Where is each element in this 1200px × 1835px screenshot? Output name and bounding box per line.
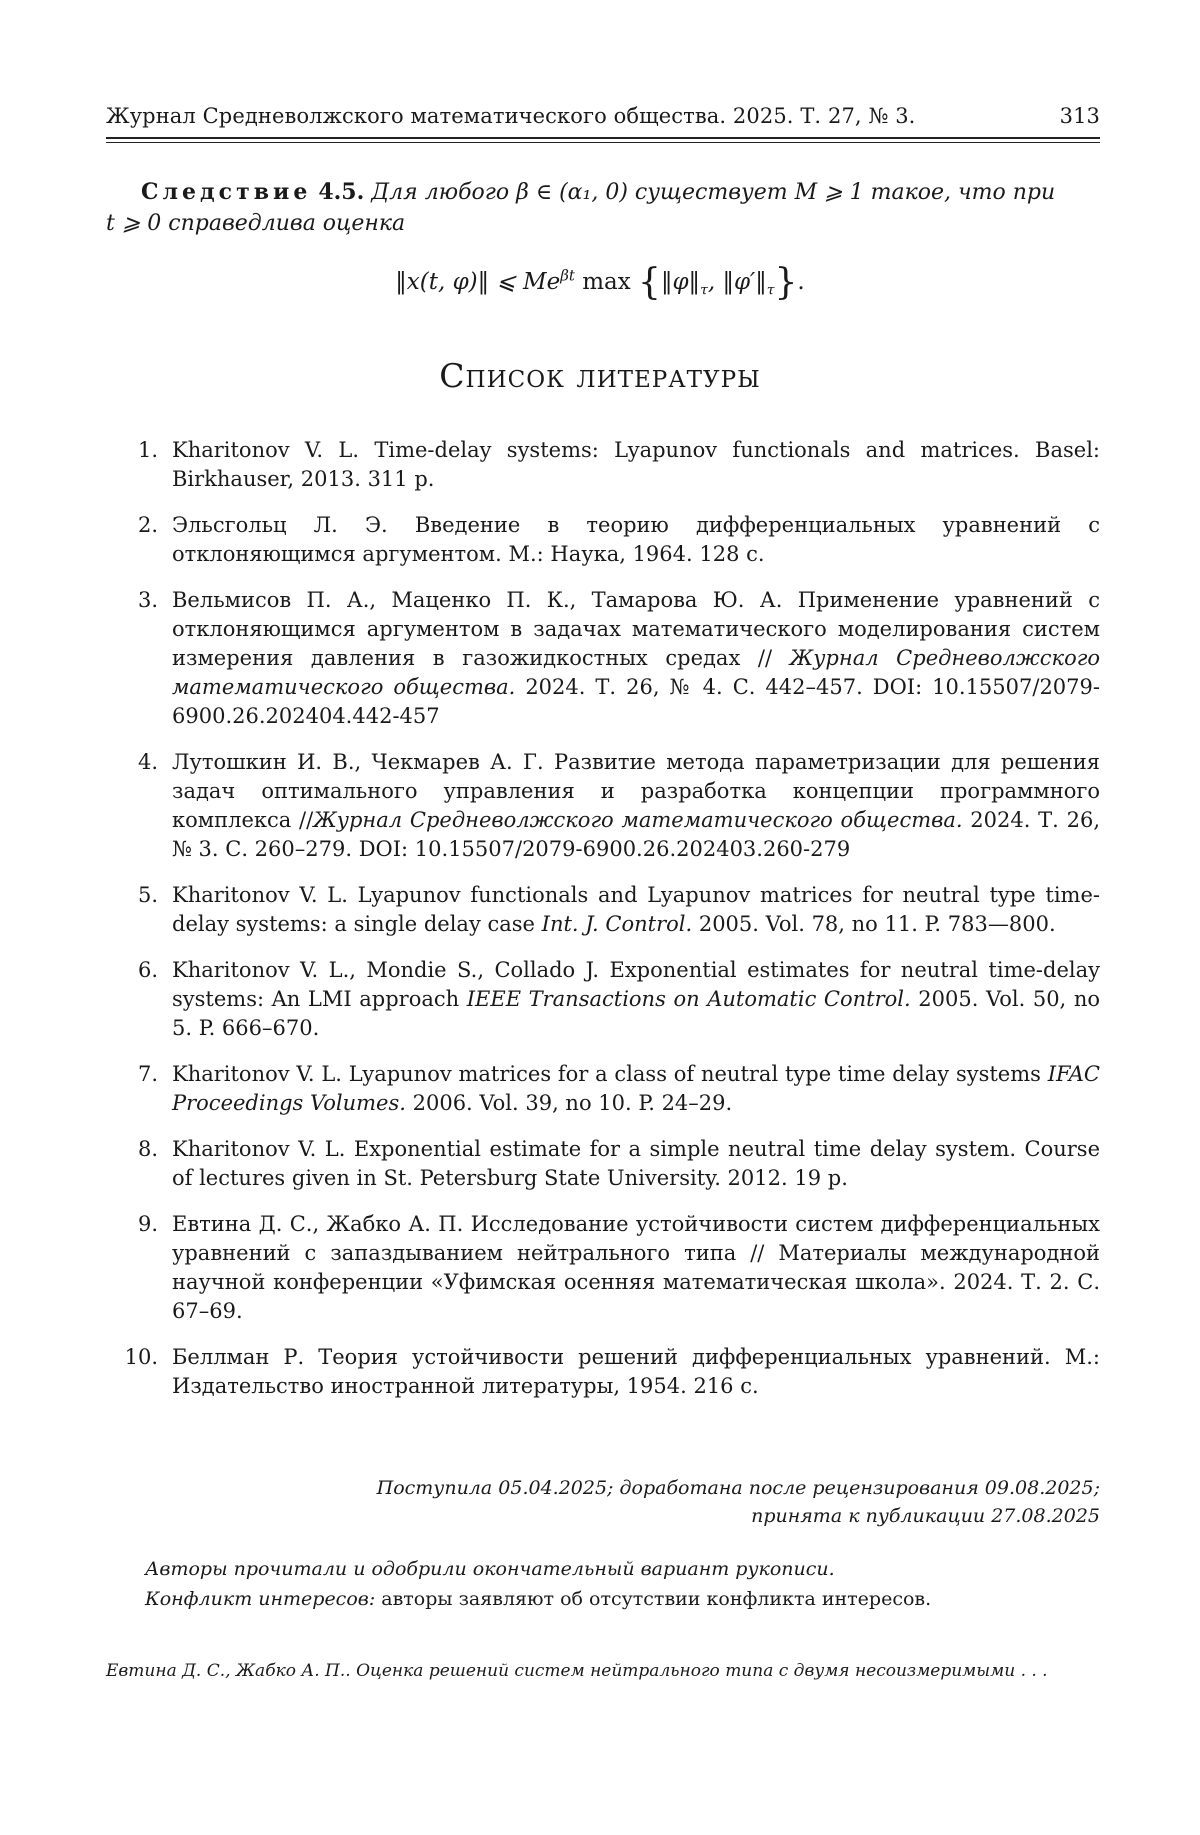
reference-text: Лутошкин И. В., Чекмарев А. Г. Развитие метода параметризации для решения задач оптимального управления и разработка концепции программного комплекса // [172,750,1100,832]
reference-number: 3. [137,588,158,612]
corollary-4-5 [106,177,1100,239]
reference-item [106,1060,1100,1118]
reference-item [106,511,1100,569]
formula-lhs: ‖x(t, φ)‖ ⩽ Me [395,269,561,295]
received-dates [106,1474,1100,1530]
formula-term2: ‖φ′‖ [722,269,767,295]
reference-number: 10. [124,1345,158,1369]
reference-text-tail: 2024. Т. 26, № 4. С. 442–457. DOI: 10.15507/2079-6900.26.202404.442-457 [172,675,1100,728]
formula-term1: ‖φ‖ [660,269,701,295]
corollary-text-line1: Для любого β ∈ (α₁, 0) существует M ⩾ 1 такое, что при [371,180,1056,205]
formula-end: . [797,269,805,295]
references-title: Список литературы [439,356,761,395]
running-footer: Евтина Д. С., Жабко А. П.. Оценка решений систем нейтрального типа с двумя несоизмеримыми . . . [106,1661,1048,1681]
reference-text: Вельмисов П. А., Маценко П. К., Тамарова Ю. А. Применение уравнений с отклоняющимся аргументом в задачах математического моделирования систем измерения давления в газожидкостных средах // [172,588,1100,670]
reference-item [106,1210,1100,1326]
approval-statement: Авторы прочитали и одобрили окончательный вариант рукописи. [145,1558,835,1580]
reference-journal: Журнал Средневолжского математического общества. [172,646,1100,699]
reference-text: Kharitonov V. L., Mondie S., Collado J. Exponential estimates for neutral time-delay systems: An LMI approach [172,958,1100,1011]
reference-item [106,956,1100,1043]
reference-number: 4. [137,750,158,774]
corollary-label: Следствие [141,179,312,205]
reference-text: Kharitonov V. L. Time-delay systems: Lyapunov functionals and matrices. Basel: Birkhauser, 2013. 311 p. [172,438,1100,491]
reference-item [106,436,1100,494]
reference-text: Беллман Р. Теория устойчивости решений дифференциальных уравнений. М.: Издательство иностранной литературы, 1954. 216 с. [172,1345,1100,1398]
reference-journal: IEEE Transactions on Automatic Control. [466,987,911,1011]
author-statements [145,1554,1100,1614]
reference-text-tail: 2005. Vol. 78, no 11. P. 783—800. [692,912,1056,936]
reference-item [106,586,1100,731]
formula-brace-open: { [638,262,661,303]
reference-text-tail: 2024. Т. 26, № 3. С. 260–279. DOI: 10.15507/2079-6900.26.202403.260-279 [172,808,1100,861]
received-line2: принята к публикации 27.08.2025 [751,1505,1100,1527]
formula-brace-close: } [774,262,798,303]
formula-sub2: τ [766,282,775,299]
reference-journal: Журнал Средневолжского математического общества. [313,808,963,832]
reference-text: Kharitonov V. L. Lyapunov matrices for a class of neutral type time delay systems [172,1062,1048,1086]
corollary-text-line2: t ⩾ 0 справедлива оценка [106,211,406,236]
reference-item [106,1343,1100,1401]
reference-number: 7. [137,1062,158,1086]
reference-text-tail: 2005. Vol. 50, no 5. P. 666–670. [172,987,1100,1040]
reference-number: 2. [137,513,158,537]
running-header [106,104,1100,128]
reference-text: Евтина Д. С., Жабко А. П. Исследование устойчивости систем дифференциальных уравнений с запаздыванием нейтрального типа // Материалы международной научной конференции «Уфимская осенняя математическая школа». 2024. Т. 2. С. 67–69. [172,1212,1100,1323]
formula-sep: , [707,269,723,295]
reference-text: Kharitonov V. L. Exponential estimate for a simple neutral time delay system. Course of lectures given in St. Petersburg State University. 2012. 19 p. [172,1137,1100,1190]
reference-number: 9. [137,1212,158,1236]
reference-text-tail: 2006. Vol. 39, no 10. P. 24–29. [405,1091,733,1115]
reference-text: Эльсгольц Л. Э. Введение в теорию дифференциальных уравнений с отклоняющимся аргументом. М.: Наука, 1964. 128 с. [172,513,1100,566]
formula-max: max [582,269,631,295]
formula-exponent: βt [560,266,575,285]
reference-number: 6. [137,958,158,982]
reference-number: 8. [137,1137,158,1161]
estimate-formula [0,262,1200,303]
reference-number: 5. [137,883,158,907]
page-number: 313 [1059,104,1100,128]
reference-number: 1. [137,438,158,462]
conflict-statement [145,1584,1100,1614]
reference-text: Kharitonov V. L. Lyapunov functionals and Lyapunov matrices for neutral type time-delay systems: a single delay case [172,883,1100,936]
corollary-number: 4.5. [318,179,365,205]
reference-item [106,748,1100,864]
reference-journal: IFAC Proceedings Volumes. [172,1062,1100,1115]
received-line1: Поступила 05.04.2025; доработана после рецензирования 09.08.2025; [376,1477,1100,1499]
references-list [106,436,1100,1418]
reference-journal: Int. J. Control. [541,912,693,936]
header-rule-thick [106,137,1100,139]
reference-item [106,1135,1100,1193]
header-rule-thin [106,142,1100,143]
conflict-label: Конфликт интересов: [145,1588,376,1610]
conflict-text: авторы заявляют об отсутствии конфликта интересов. [375,1588,932,1610]
reference-item [106,881,1100,939]
formula-sub1: τ [700,282,708,299]
journal-title: Журнал Средневолжского математического общества. 2025. Т. 27, № 3. [106,104,916,128]
